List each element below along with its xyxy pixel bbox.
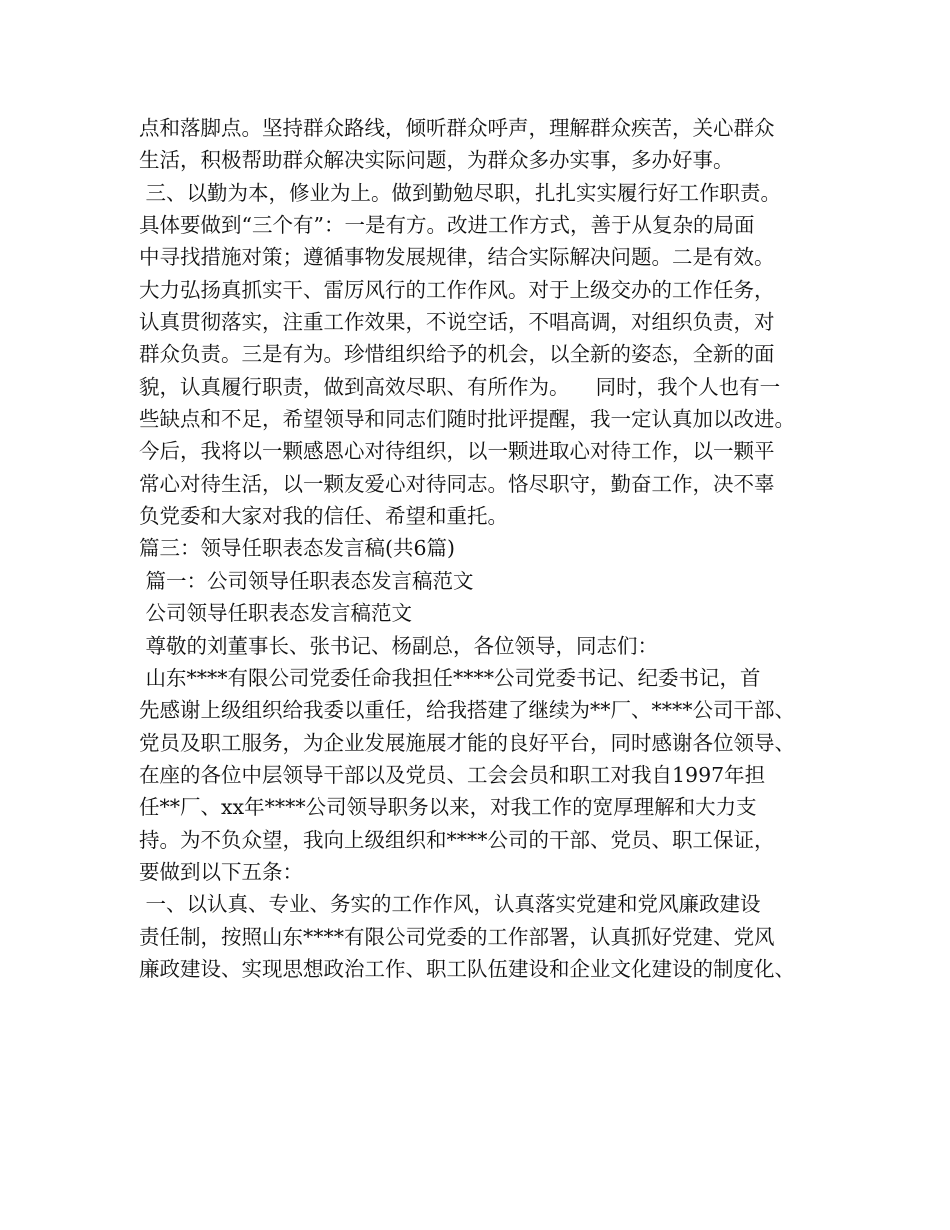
text-line: 群众负责。三是有为。珍惜组织给予的机会，以全新的姿态，全新的面 [139,342,775,367]
text-line: 廉政建设、实现思想政治工作、职工队伍建设和企业文化建设的制度化、 [139,956,795,981]
text-line: 些缺点和不足，希望领导和同志们随时批评提醒，我一定认真加以改进。 [139,407,795,432]
text-line: 任**厂、xx年****公司领导职务以来，对我工作的宽厚理解和大力支 [139,795,757,820]
text-line: 三、以勤为本，修业为上。做到勤勉尽职，扎扎实实履行好工作职责。 [139,180,782,205]
text-line: 负党委和大家对我的信任、希望和重托。 [139,504,508,529]
text-line: 山东****有限公司党委任命我担任****公司党委书记、纪委书记，首 [139,665,761,690]
text-line: 持。为不负众望，我向上级组织和****公司的干部、党员、职工保证， [139,827,775,852]
text-line: 要做到以下五条： [139,859,303,884]
text-line: 具体要做到“三个有”：一是有方。改进工作方式，善于从复杂的局面 [139,213,755,238]
text-line: 大力弘扬真抓实干、雷厉风行的工作作风。对于上级交办的工作任务， [139,277,775,302]
text-line: 常心对待生活，以一颗友爱心对待同志。恪尽职守，勤奋工作，决不辜 [139,471,775,496]
document-body [139,112,839,985]
salutation: 尊敬的刘董事长、张书记、杨副总，各位领导，同志们： [139,633,659,658]
text-line: 生活，积极帮助群众解决实际问题，为群众多办实事，多办好事。 [139,148,734,173]
text-line: 中寻找措施对策；遵循事物发展规律，结合实际解决问题。二是有效。 [139,245,775,270]
article-heading: 篇一：公司领导任职表态发言稿范文 [139,568,474,593]
text-line: 点和落脚点。坚持群众路线，倾听群众呼声，理解群众疾苦，关心群众 [139,116,775,140]
text-line: 在座的各位中层领导干部以及党员、工会会员和职工对我自1997年担 [139,762,766,787]
text-line: 责任制，按照山东****有限公司党委的工作部署，认真抓好党建、党风 [139,924,775,949]
section-heading: 篇三：领导任职表态发言稿(共6篇) [139,536,456,561]
text-line: 貌，认真履行职责，做到高效尽职、有所作为。 同时，我个人也有一 [139,374,781,399]
text-line: 认真贯彻落实，注重工作效果，不说空话，不唱高调，对组织负责，对 [139,310,775,335]
article-title: 公司领导任职表态发言稿范文 [139,601,413,626]
text-line: 先感谢上级组织给我委以重任，给我搭建了继续为**厂、****公司干部、 [139,698,795,723]
text-line: 党员及职工服务，为企业发展施展才能的良好平台，同时感谢各位领导、 [139,730,795,755]
text-line: 一、以认真、专业、务实的工作作风，认真落实党建和党风廉政建设 [139,892,761,917]
text-line: 今后，我将以一颗感恩心对待组织，以一颗进取心对待工作，以一颗平 [139,439,775,464]
